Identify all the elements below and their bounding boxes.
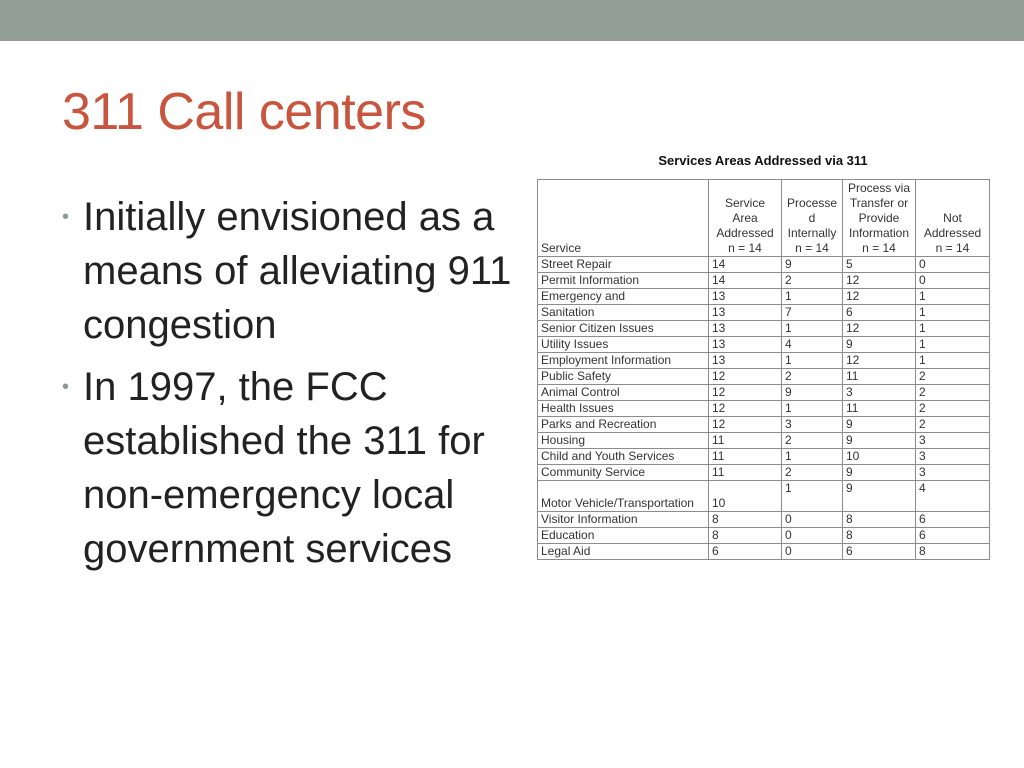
table-header-row [538, 180, 990, 257]
column-header: Not Addressed n = 14 [916, 180, 990, 257]
service-cell: Parks and Recreation [538, 417, 709, 433]
value-cell: 0 [782, 528, 843, 544]
value-cell: 1 [916, 337, 990, 353]
value-cell: 1 [916, 305, 990, 321]
service-cell: Motor Vehicle/Transportation [538, 481, 709, 512]
value-cell: 0 [782, 544, 843, 560]
table-row [538, 305, 990, 321]
value-cell: 1 [782, 321, 843, 337]
value-cell: 1 [782, 449, 843, 465]
value-cell: 9 [782, 257, 843, 273]
value-cell: 1 [782, 353, 843, 369]
bullet-list [62, 190, 532, 584]
value-cell: 11 [709, 433, 782, 449]
value-cell: 6 [709, 544, 782, 560]
value-cell: 3 [916, 465, 990, 481]
service-cell: Health Issues [538, 401, 709, 417]
column-header: Service [538, 180, 709, 257]
value-cell: 1 [782, 289, 843, 305]
value-cell: 4 [916, 481, 990, 512]
table-row [538, 401, 990, 417]
service-cell: Senior Citizen Issues [538, 321, 709, 337]
table-row [538, 417, 990, 433]
service-cell: Housing [538, 433, 709, 449]
service-cell: Child and Youth Services [538, 449, 709, 465]
services-table [537, 179, 990, 560]
value-cell: 3 [782, 417, 843, 433]
table-row [538, 353, 990, 369]
column-header: Processe d Internally n = 14 [782, 180, 843, 257]
table-row [538, 321, 990, 337]
value-cell: 13 [709, 321, 782, 337]
value-cell: 6 [843, 305, 916, 321]
bullet-icon: • [62, 206, 70, 228]
value-cell: 3 [916, 449, 990, 465]
value-cell: 6 [916, 528, 990, 544]
table-row [538, 337, 990, 353]
value-cell: 13 [709, 305, 782, 321]
value-cell: 8 [709, 512, 782, 528]
value-cell: 0 [782, 512, 843, 528]
table-row [538, 433, 990, 449]
value-cell: 10 [843, 449, 916, 465]
value-cell: 14 [709, 273, 782, 289]
table-row [538, 369, 990, 385]
bullet-text: Initially envisioned as a means of alleviating 911 congestion [83, 195, 512, 347]
value-cell: 10 [709, 481, 782, 512]
table-row [538, 273, 990, 289]
value-cell: 7 [782, 305, 843, 321]
table-row [538, 528, 990, 544]
table-row [538, 257, 990, 273]
value-cell: 1 [782, 481, 843, 512]
value-cell: 2 [782, 433, 843, 449]
value-cell: 12 [709, 401, 782, 417]
value-cell: 9 [843, 417, 916, 433]
value-cell: 2 [782, 369, 843, 385]
value-cell: 11 [709, 465, 782, 481]
value-cell: 13 [709, 289, 782, 305]
value-cell: 11 [709, 449, 782, 465]
service-cell: Visitor Information [538, 512, 709, 528]
value-cell: 12 [709, 417, 782, 433]
column-header: Service Area Addressed n = 14 [709, 180, 782, 257]
value-cell: 9 [782, 385, 843, 401]
service-cell: Animal Control [538, 385, 709, 401]
value-cell: 0 [916, 257, 990, 273]
value-cell: 13 [709, 353, 782, 369]
bullet-item [62, 190, 532, 352]
value-cell: 9 [843, 465, 916, 481]
service-cell: Employment Information [538, 353, 709, 369]
value-cell: 6 [843, 544, 916, 560]
table-row [538, 544, 990, 560]
bullet-item [62, 360, 532, 576]
value-cell: 5 [843, 257, 916, 273]
service-cell: Emergency and [538, 289, 709, 305]
value-cell: 12 [709, 369, 782, 385]
value-cell: 2 [916, 369, 990, 385]
value-cell: 2 [916, 385, 990, 401]
service-cell: Sanitation [538, 305, 709, 321]
value-cell: 12 [709, 385, 782, 401]
value-cell: 14 [709, 257, 782, 273]
table-row [538, 512, 990, 528]
bullet-text: In 1997, the FCC established the 311 for non-emergency local government services [83, 365, 485, 571]
value-cell: 4 [782, 337, 843, 353]
bullet-icon: • [62, 376, 70, 398]
value-cell: 1 [782, 401, 843, 417]
value-cell: 9 [843, 337, 916, 353]
value-cell: 11 [843, 401, 916, 417]
value-cell: 9 [843, 481, 916, 512]
value-cell: 8 [709, 528, 782, 544]
value-cell: 2 [782, 465, 843, 481]
value-cell: 2 [782, 273, 843, 289]
value-cell: 8 [916, 544, 990, 560]
value-cell: 1 [916, 353, 990, 369]
value-cell: 8 [843, 512, 916, 528]
table-row [538, 385, 990, 401]
table-caption: Services Areas Addressed via 311 [658, 153, 868, 168]
value-cell: 11 [843, 369, 916, 385]
value-cell: 9 [843, 433, 916, 449]
service-cell: Legal Aid [538, 544, 709, 560]
value-cell: 12 [843, 273, 916, 289]
value-cell: 0 [916, 273, 990, 289]
column-header: Process via Transfer or Provide Information n = 14 [843, 180, 916, 257]
table-row [538, 289, 990, 305]
value-cell: 1 [916, 289, 990, 305]
value-cell: 12 [843, 353, 916, 369]
table-row [538, 449, 990, 465]
value-cell: 6 [916, 512, 990, 528]
value-cell: 8 [843, 528, 916, 544]
value-cell: 2 [916, 417, 990, 433]
value-cell: 1 [916, 321, 990, 337]
value-cell: 3 [843, 385, 916, 401]
service-cell: Permit Information [538, 273, 709, 289]
service-cell: Utility Issues [538, 337, 709, 353]
table-row [538, 465, 990, 481]
value-cell: 3 [916, 433, 990, 449]
value-cell: 2 [916, 401, 990, 417]
service-cell: Street Repair [538, 257, 709, 273]
table-body [538, 257, 990, 560]
value-cell: 12 [843, 289, 916, 305]
value-cell: 12 [843, 321, 916, 337]
service-cell: Community Service [538, 465, 709, 481]
value-cell: 13 [709, 337, 782, 353]
top-band [0, 0, 1024, 41]
slide-title: 311 Call centers [62, 83, 426, 141]
service-cell: Public Safety [538, 369, 709, 385]
service-cell: Education [538, 528, 709, 544]
table-row [538, 481, 990, 512]
